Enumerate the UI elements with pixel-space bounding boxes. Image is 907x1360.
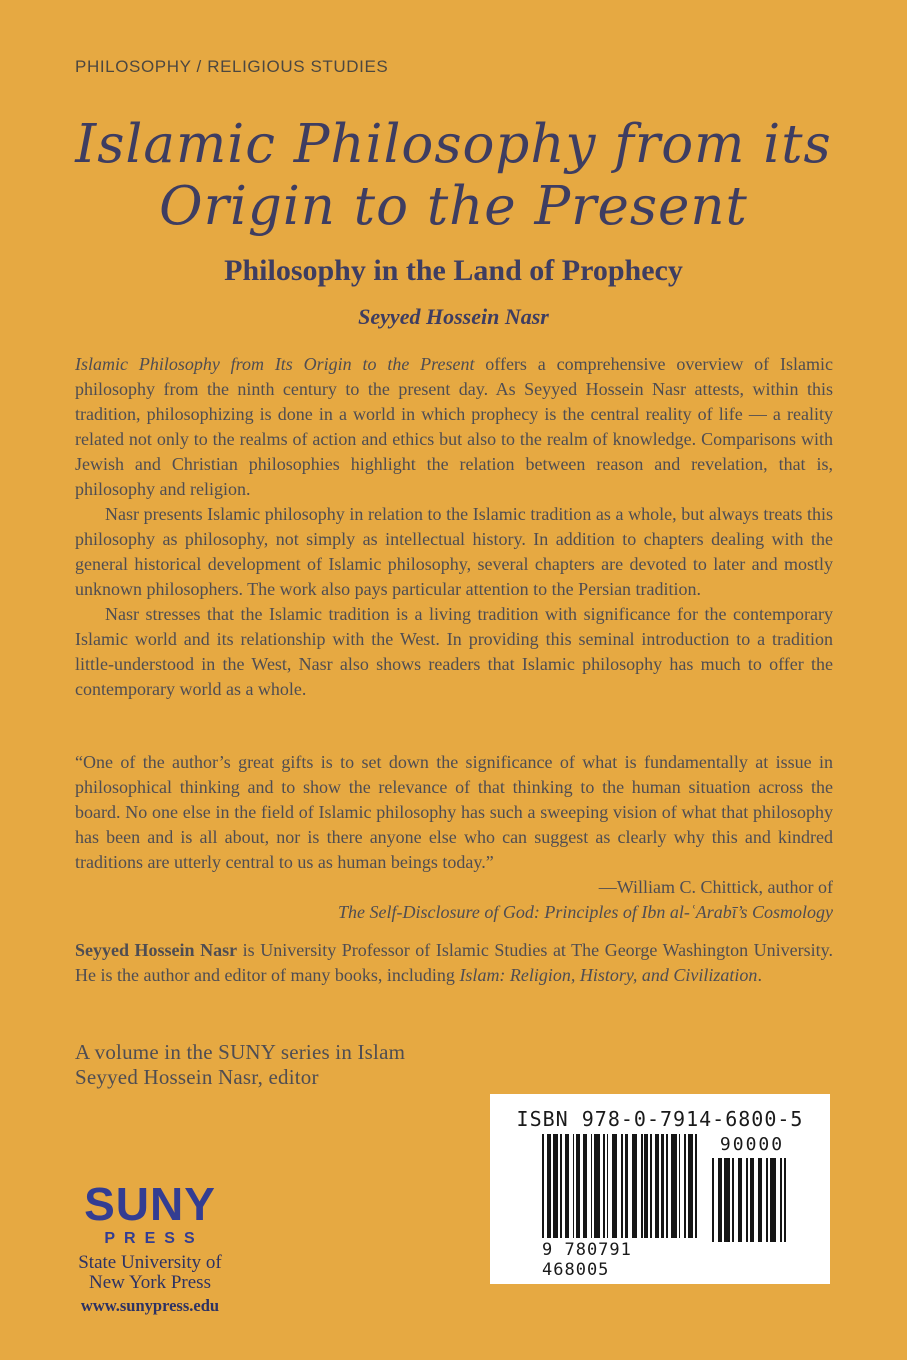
barcode-number: 9 780791 468005 [542,1240,632,1280]
series-note [75,1040,833,1090]
description-paragraph-2: Nasr presents Islamic philosophy in relation to the Islamic tradition as a whole, but always treats this philosophy as philosophy, not simply as intellectual history. In addition to chapters dealing with the general historical development of Islamic philosophy, several chapters are devoted to later and mostly unknown philosophers. The work also pays particular attention to the Persian tradition. [75,504,833,599]
author-bio-name: Seyyed Hossein Nasr [75,940,238,960]
description-paragraph-1 [75,352,833,502]
barcode-addon-label: 90000 [719,1134,785,1155]
author-name: Seyyed Hossein Nasr [358,304,549,329]
book-title-line2: Origin to the Present [159,176,748,237]
barcode-addon [712,1134,792,1280]
isbn-barcode-box [490,1094,830,1284]
publisher-website: www.sunypress.edu [80,1295,220,1315]
review-quote: “One of the author’s great gifts is to set down the significance of what is fundamentally at issue in philosophical thinking and to show the relevance of that thinking to the human situation across the board. No one else in the field of Islamic philosophy has such a sweeping vision of what that philosophy has been and is all about, nor is there anyone else who can suggest as clearly why this and kindred traditions are utterly central to us as human beings today.” [75,752,833,872]
review-block [75,750,833,925]
book-title [0,114,907,238]
barcode-main-bars [542,1134,700,1238]
author-bio-period: . [757,965,762,985]
author-bio-book-title: Islam: Religion, History, and Civilization [459,965,758,985]
suny-press-text: PRESS [104,1229,204,1247]
author-bio-text: is University Professor of Islamic Studies at The George Washington University. He is the author and editor of many books, including [75,940,833,985]
category-label: PHILOSOPHY / RELIGIOUS STUDIES [75,57,389,76]
review-source-title: The Self-Disclosure of God: Principles of Ibn al-ʿArabī’s Cosmology [338,902,833,922]
book-title-line1: Islamic Philosophy from its [75,114,832,175]
isbn-label: ISBN 978-0-7914-6800-5 [516,1107,804,1131]
barcode-addon-bars [712,1158,792,1242]
barcode-row [542,1134,830,1280]
series-line1: A volume in the SUNY series in Islam [75,1040,406,1064]
author-bio [75,938,833,988]
description-block [75,352,833,702]
description-paragraph-3: Nasr stresses that the Islamic tradition is a living tradition with significance for the contemporary Islamic world and its relationship with the West. In providing this seminal introduction to a tradition little-understood in the West, Nasr also shows readers that Islamic philosophy has much to offer the contemporary world as a whole. [75,604,833,699]
series-line2: Seyyed Hossein Nasr, editor [75,1065,319,1089]
barcode-main [542,1134,700,1280]
author-bio-paragraph [75,938,833,988]
publisher-name-line1: State University of [78,1251,222,1273]
publisher-name-line2: New York Press [89,1272,211,1294]
publisher-logo [72,1178,228,1316]
book-subtitle: Philosophy in the Land of Prophecy [224,254,683,287]
review-attribution: —William C. Chittick, author of [598,877,833,897]
description-book-title-italic: Islamic Philosophy from Its Origin to the Present [75,354,475,374]
suny-logo-text: SUNY [84,1178,216,1230]
description-paragraph-1-text: offers a comprehensive overview of Islamic philosophy from the ninth century to the present day. As Seyyed Hossein Nasr attests, within this tradition, philosophizing is done in a world in which prophecy is the central reality of life — a reality related not only to the realms of action and ethics but also to the realm of knowledge. Comparisons with Jewish and Christian philosophies highlight the relation between reason and revelation, that is, philosophy and religion. [75,354,833,499]
